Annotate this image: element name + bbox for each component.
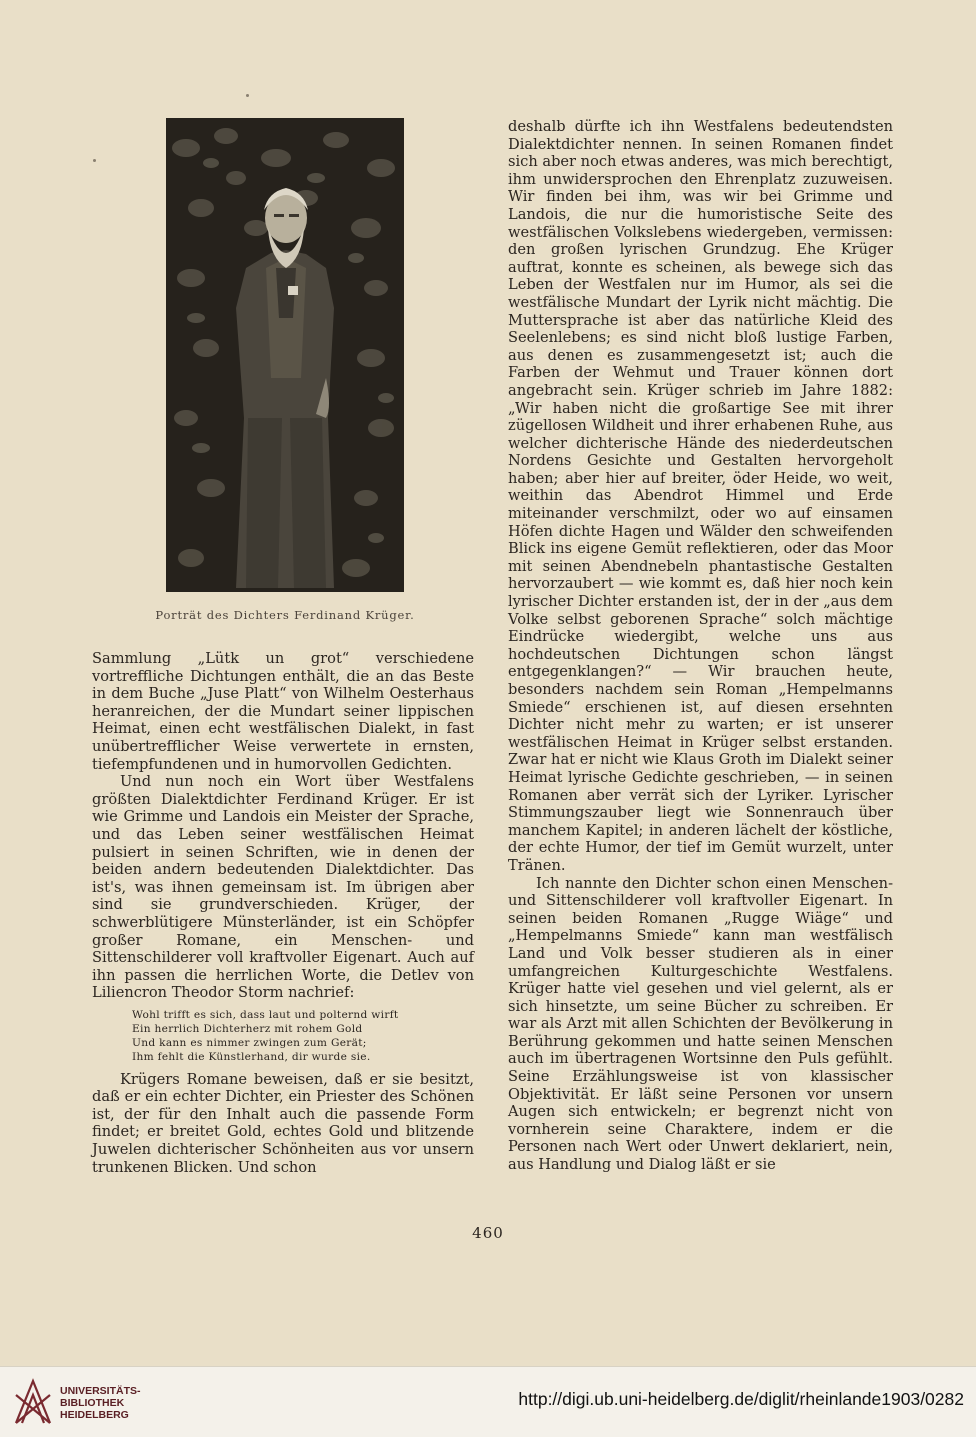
right-text-column [508, 118, 893, 1174]
poem-line: Und kann es nimmer zwingen zum Gerät; [132, 1037, 367, 1050]
paragraph: Und nun noch ein Wort über Westfalens größten Dialektdichter Ferdinand Krüger. Er ist wie Grimme und Landois ein Meister der Sprache, und das Leben seiner westfälischen Heimat pulsiert in seinen Schriften, wie in denen der beiden andern bedeutenden Dialektdichter. Das ist's, was ihnen gemeinsam ist. Im übrigen aber sind sie grundverschieden. Krüger, der schwerblütigere Münsterländer, ist ein Schöpfer großer Romane, ein Menschen- und Sittenschilderer voll kraftvoller Eigenart. Auch auf ihn passen die herrlichen Worte, die Detlev von Liliencron Theodor Storm nachrief: [92, 773, 474, 1002]
source-url-link[interactable]: http://digi.ub.uni-heidelberg.de/diglit/rheinlande1903/0282 [518, 1389, 964, 1409]
left-text-column [92, 650, 474, 1176]
footer-bar [0, 1366, 976, 1437]
library-name-line: BIBLIOTHEK [60, 1397, 125, 1409]
speck-mark [246, 94, 249, 97]
poem-line: Wohl trifft es sich, dass laut und polternd wirft [132, 1008, 399, 1021]
page-number: 460 [472, 1224, 504, 1242]
paragraph: Krügers Romane beweisen, daß er sie besitzt, daß er ein echter Dichter, ein Priester des Schönen ist, der für den Inhalt auch die passende Form findet; er breitet Gold, echtes Gold und blitzende Juwelen dichterischer Schönheiten aus vor unsern trunkenen Blicken. Und schon [92, 1070, 474, 1176]
poem-line: Ein herrlich Dichterherz mit rohem Gold [132, 1023, 363, 1036]
photo-caption: Porträt des Dichters Ferdinand Krüger. [155, 608, 415, 622]
paragraph: Ich nannte den Dichter schon einen Menschen- und Sittenschilderer voll kraftvoller Eigenart. In seinen beiden Romanen „Rugge Wiäge“ und „Hempelmanns Smiede“ kann man westfälisch Land und Volk besser studieren als in einer umfangreichen Kulturgeschichte Westfalens. Krüger hatte viel gesehen und viel gelernt, als er sich hinsetzte, um seine Bücher zu schreiben. Er war als Arzt mit allen Schichten der Bevölkerung in Berührung gekommen und hatte seinen Menschen auch im übertragenen Wortsinne den Puls gefühlt. Seine Erzählungsweise ist von klassischer Objektivität. Er läßt seine Personen vor unsern Augen sich entwickeln; er begrenzt nicht von vornherein seine Charaktere, indem er die Personen nach Wert oder Unwert deklariert, nein, aus Handlung und Dialog läßt er sie [508, 874, 893, 1174]
library-name-line: UNIVERSITÄTS- [60, 1385, 141, 1397]
quoted-poem [132, 1008, 474, 1065]
speck-mark [93, 159, 96, 162]
poem-line: Ihm fehlt die Künstlerhand, dir wurde sie. [132, 1051, 371, 1064]
library-name-line: HEIDELBERG [60, 1409, 129, 1421]
library-name [60, 1385, 141, 1421]
paragraph: deshalb dürfte ich ihn Westfalens bedeutendsten Dialektdichter nennen. In seinen Romanen findet sich aber noch etwas anderes, was mich berechtigt, ihm unwidersprochen den Ehrenplatz zuzuweisen. Wir finden bei ihm, was wir bei Grimme und Landois, die nur die humoristische Seite des westfälischen Volkslebens wiedergeben, vermissen: den großen lyrischen Grundzug. Ehe Krüger auftrat, konnte es scheinen, als bewege sich das Leben der Westfalen nur im Humor, als sei die westfälische Mundart der Lyrik nicht mächtig. Die Muttersprache ist aber das natürliche Kleid des Seelenlebens; es sind nicht bloß lustige Farben, aus denen es zusammengesetzt ist; auch die Farben der Wehmut und Trauer können dort angebracht sein. Krüger schrieb im Jahre 1882: „Wir haben nicht die großartige See mit ihrer zügellosen Wildheit und ihrer erhabenen Ruhe, aus welcher dichterische Hände des niederdeutschen Nordens Gesichte und Gestalten hervorgeholt haben; aber hier auf breiter, öder Heide, wo weit, weithin das Abendrot Himmel und Erde miteinander verschmilzt, oder wo auf einsamen Höfen dichte Hagen und Wälder den schweifenden Blick ins eigene Gemüt reflektieren, oder das Moor mit seinen Abendnebeln phantastische Gestalten hervorzaubert — wie kommt es, daß hier noch kein lyrischer Dichter erstanden ist, der in der „aus dem Volke selbst geborenen Sprache“ solch mächtige Eindrücke wiedergibt, welche uns aus hochdeutschen Dichtungen schon längst entgegenklangen?“ — Wir brauchen heute, besonders nachdem sein Roman „Hempelmanns Smiede“ erschienen ist, auf diesen ersehnten Dichter nicht mehr zu warten; er ist unserer westfälischen Heimat in Krüger selbst erstanden. Zwar hat er nicht wie Klaus Groth im Dialekt seiner Heimat lyrische Gedichte geschrieben, — in seinen Romanen aber verrät sich der Lyriker. Lyrischer Stimmungszauber liegt wie Sonnenrauch über manchem Kapitel; in anderen lächelt der köstliche, der echte Humor, der tief im Gemüt wurzelt, unter Tränen. [508, 118, 893, 874]
paragraph: Sammlung „Lütk un grot“ verschiedene vortreffliche Dichtungen enthält, die an das Beste in dem Buche „Juse Platt“ von Wilhelm Oesterhaus heranreichen, der die Mundart seiner lippischen Heimat, einen echt westfälischen Dialekt, in fast unübertrefflicher Weise verwertete in ernsten, tiefempfundenen und in humorvollen Gedichten. [92, 650, 474, 773]
library-logo-icon [12, 1375, 54, 1427]
portrait-image [166, 118, 404, 592]
portrait-photo [166, 118, 404, 592]
